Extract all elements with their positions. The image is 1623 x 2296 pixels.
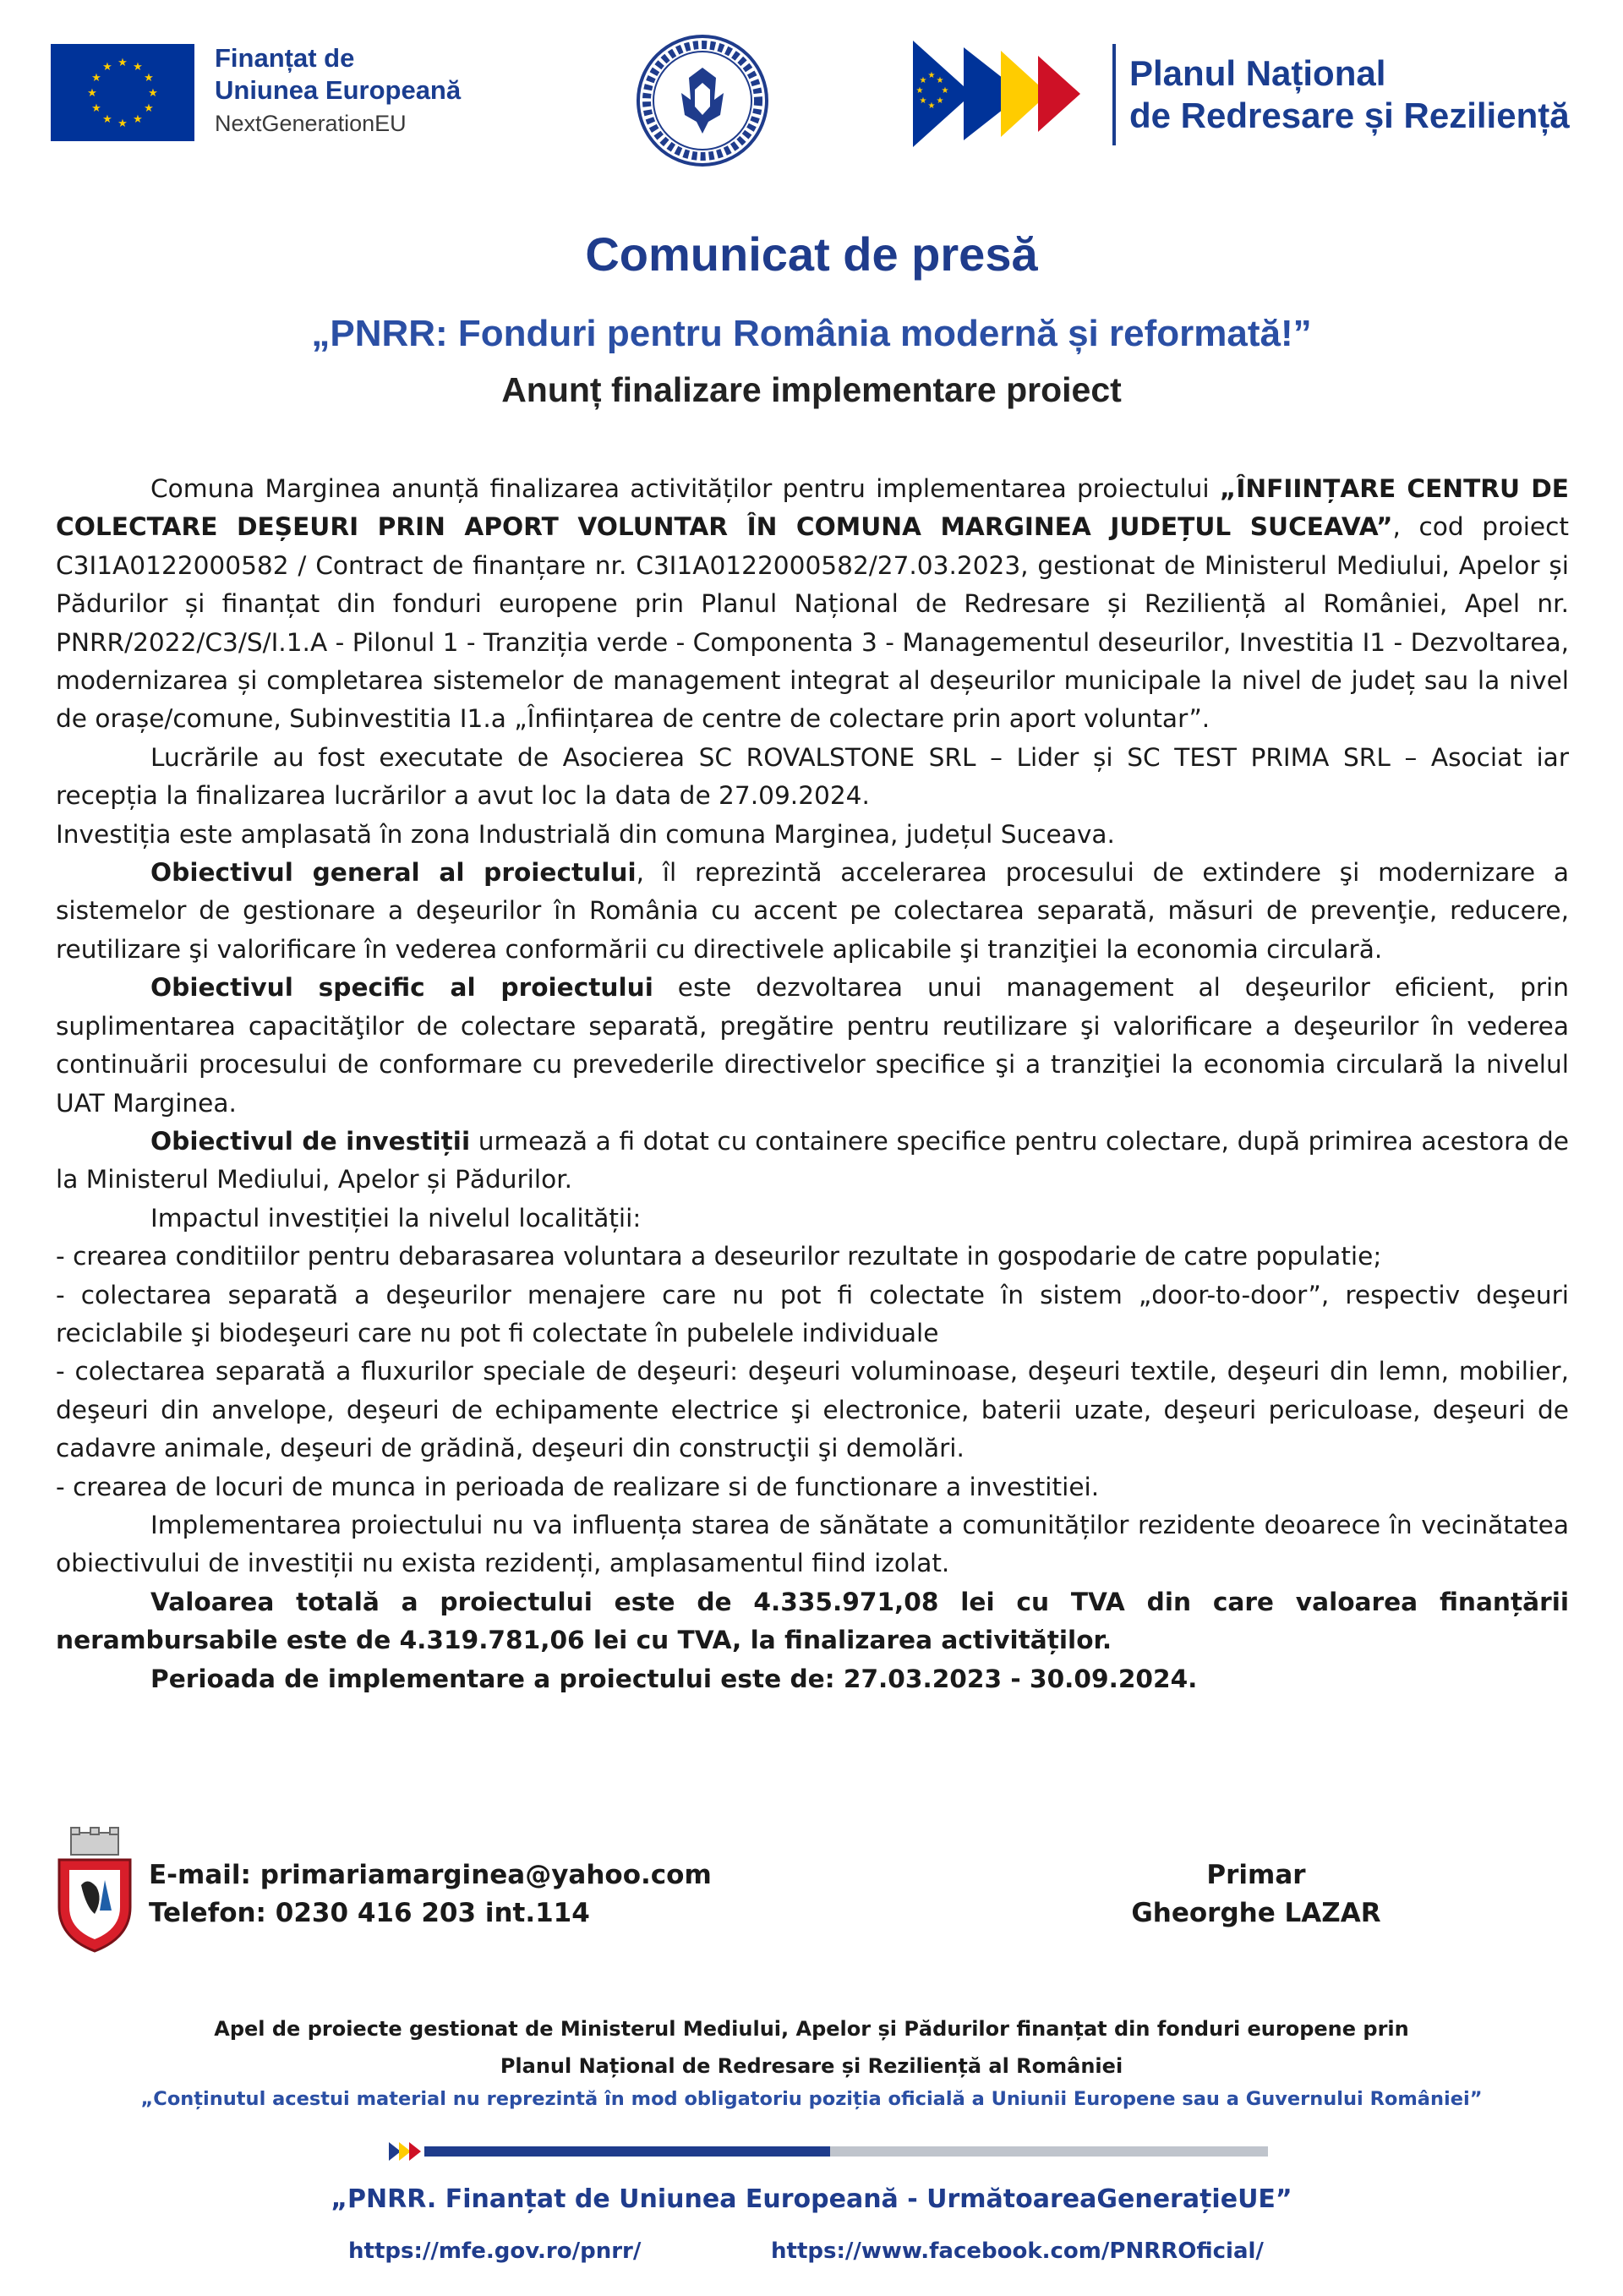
paragraph-contractor: Lucrările au fost executate de Asocierea SC ROVALSTONE SRL – Lider și SC TEST PRIMA SRL – Asociat iar recepția la finalizarea lucrărilor a avut loc la data de 27.09.2024. xyxy=(56,742,1569,811)
svg-text:★: ★ xyxy=(148,87,158,100)
paragraph-health: Implementarea proiectului nu va influența starea de sănătate a comunităților rezidente deoarece în vecinătatea obiectivului de investiții nu exista rezidenți, amplasamentul fiind izolat. xyxy=(56,1510,1569,1578)
svg-text:★: ★ xyxy=(915,86,924,96)
signature-block xyxy=(1087,1856,1425,1932)
paragraph-value: Valoarea totală a proiectului este de 4.335.971,08 lei cu TVA din care valoarea finanțării nerambursabile este de 4.319.781,06 lei cu TVA, la finalizarea activităților. xyxy=(56,1587,1569,1655)
svg-text:★: ★ xyxy=(87,87,97,100)
specific-objective-text: este dezvoltarea unui management al deşeurilor eficient, prin suplimentarea capacităţilor de colectare separată, pregătire pentru reutilizare şi valorificare a deşeurilor în vederea continuării procesului de conformare cu prevederile directivelor specifice şi a tranziţiei la economia circulară la nivelul UAT Marginea. xyxy=(56,973,1570,1118)
contact-phone: Telefon: 0230 416 203 int.114 xyxy=(149,1898,590,1928)
investment-objective-label: Obiectivul de investiții xyxy=(150,1126,471,1156)
contact-email[interactable]: E-mail: primariamarginea@yahoo.com xyxy=(149,1860,712,1890)
specific-objective-label: Obiectivul specific al proiectului xyxy=(150,973,653,1003)
header xyxy=(0,0,1623,161)
paragraph-impact-heading: Impactul investiției la nivelul localității: xyxy=(150,1203,642,1233)
svg-text:★: ★ xyxy=(91,72,101,85)
footer-call-info xyxy=(0,2010,1623,2085)
svg-text:★: ★ xyxy=(919,76,927,85)
intro-text: Comuna Marginea anunță finalizarea activităților pentru implementarea proiectului xyxy=(150,474,1220,503)
svg-text:★: ★ xyxy=(102,113,112,126)
list-item: - colectarea separată a fluxurilor speciale de deşeuri: deşeuri voluminoase, deşeuri textile, deşeuri din lemn, mobilier, deşeuri din anvelope, deşeuri de echipamente electrice şi electronice, baterii uzate, deşeuri periculoase, deşeuri de cadavre animale, deşeuri de grădină, deşeuri din construcţii şi demolări. xyxy=(56,1357,1569,1463)
contact-info xyxy=(149,1856,712,1932)
svg-text:★: ★ xyxy=(133,113,143,126)
press-release-body xyxy=(56,470,1569,1698)
svg-text:★: ★ xyxy=(927,71,936,80)
eu-line1: Finanțat de xyxy=(215,43,355,73)
government-seal-icon xyxy=(636,34,769,167)
intro-details: , cod proiect C3I1A0122000582 / Contract de finanțare nr. C3I1A0122000582/27.03.2023, gestionat de Ministerul Mediului, Apelor și Pădurilor și finanțat din fonduri europene prin Planul Național de Redresare și Reziliență al României, Apel nr. PNRR/2022/C3/S/I.1.A - Pilonul 1 - Tranziția verde - Componenta 3 - Managementul deseurilor, Investitia I1 - Dezvoltarea, modernizarea și completarea sistemelor de management integrat al deșeurilor municipale la nivel de județ sau la nivel de orașe/comune, Subinvestitia I1.a „Înființarea de centre de colectare prin aport voluntar”. xyxy=(56,512,1569,734)
link-facebook[interactable]: https://www.facebook.com/PNRROficial/ xyxy=(771,2239,1264,2264)
footer-line2: Planul Național de Redresare și Reziliență al României xyxy=(500,2054,1123,2078)
commune-crest-icon xyxy=(52,1826,137,1953)
header-divider xyxy=(1112,44,1116,145)
svg-text:★: ★ xyxy=(91,102,101,115)
link-mfe[interactable]: https://mfe.gov.ro/pnrr/ xyxy=(348,2239,642,2264)
eu-funding-label xyxy=(215,42,461,140)
svg-text:★: ★ xyxy=(927,101,936,111)
eu-line3: NextGenerationEU xyxy=(215,111,407,136)
paragraph-investment-objective xyxy=(56,1123,1569,1200)
investment-objective-text: urmează a fi dotat cu containere specifice pentru colectare, după primirea acestora de la Ministerul Mediului, Apelor și Pădurilor. xyxy=(56,1126,1569,1194)
footer-slogan: „PNRR. Finanțat de Uniunea Europeană - UrmătoareaGenerațieUE” xyxy=(331,2184,1292,2214)
pnrr-logo-icon xyxy=(913,41,1107,147)
signature-role: Primar xyxy=(1206,1860,1306,1890)
svg-text:★: ★ xyxy=(144,102,154,115)
list-item: - crearea de locuri de munca in perioada de realizare si de functionare a investitiei. xyxy=(56,1472,1100,1501)
footer-color-bar xyxy=(389,2142,1268,2161)
eu-line2: Uniunea Europeană xyxy=(215,75,462,105)
footer-line1: Apel de proiecte gestionat de Ministerul Mediului, Apelor și Pădurilor finanțat din fonduri europene prin xyxy=(214,2017,1409,2041)
general-objective-label: Obiectivul general al proiectului xyxy=(150,858,637,888)
pnrr-line2: de Redresare și Reziliență xyxy=(1129,96,1570,135)
general-objective-text: , îl reprezintă accelerarea procesului de extindere şi modernizare a sistemelor de gestionare a deşeurilor în România cu accent pe colectarea separată, măsuri de prevenţie, reducere, reutilizare şi valorificare în vederea conformării cu directivele aplicabile şi tranziţiei la economia circulară. xyxy=(56,858,1569,964)
pnrr-label xyxy=(1129,52,1570,137)
paragraph-general-objective xyxy=(56,854,1569,969)
page-title: Comunicat de presă xyxy=(585,227,1038,281)
svg-text:★: ★ xyxy=(936,76,944,85)
svg-text:★: ★ xyxy=(133,61,143,74)
footer-disclaimer: „Conținutul acestui material nu reprezintă în mod obligatoriu poziția oficială a Uniunii Europene sau a Guvernului României” xyxy=(140,2088,1483,2110)
paragraph-specific-objective xyxy=(56,969,1569,1123)
svg-text:★: ★ xyxy=(919,96,927,106)
svg-text:★: ★ xyxy=(117,57,128,69)
list-item: - colectarea separată a deşeurilor menajere care nu pot fi colectate în sistem „door-to-door”, respectiv deşeuri reciclabile şi biodeşeuri care nu pot fi colectate în pubelele individuale xyxy=(56,1280,1569,1348)
svg-text:★: ★ xyxy=(117,118,128,130)
pnrr-line1: Planul Național xyxy=(1129,53,1386,93)
signature-name: Gheorghe LAZAR xyxy=(1131,1898,1381,1928)
svg-text:★: ★ xyxy=(936,96,944,106)
eu-flag-icon xyxy=(51,44,194,141)
announcement-title: Anunț finalizare implementare proiect xyxy=(501,370,1122,409)
paragraph-period: Perioada de implementare a proiectului este de: 27.03.2023 - 30.09.2024. xyxy=(150,1664,1198,1693)
program-slogan: „PNRR: Fonduri pentru România modernă și reformată!” xyxy=(311,313,1312,354)
paragraph-intro xyxy=(56,470,1569,739)
project-name: „ÎNFIINȚARE CENTRU DE COLECTARE DEȘEURI PRIN APORT VOLUNTAR ÎN COMUNA MARGINEA JUDEȚUL SUCEAVA” xyxy=(56,474,1570,542)
paragraph-location: Investiția este amplasată în zona Industrială din comuna Marginea, județul Suceava. xyxy=(56,819,1115,849)
svg-text:★: ★ xyxy=(941,86,949,96)
svg-text:★: ★ xyxy=(144,72,154,85)
list-item: - crearea conditiilor pentru debarasarea voluntara a deseurilor rezultate in gospodarie de catre populatie; xyxy=(56,1242,1382,1271)
svg-text:★: ★ xyxy=(102,61,112,74)
